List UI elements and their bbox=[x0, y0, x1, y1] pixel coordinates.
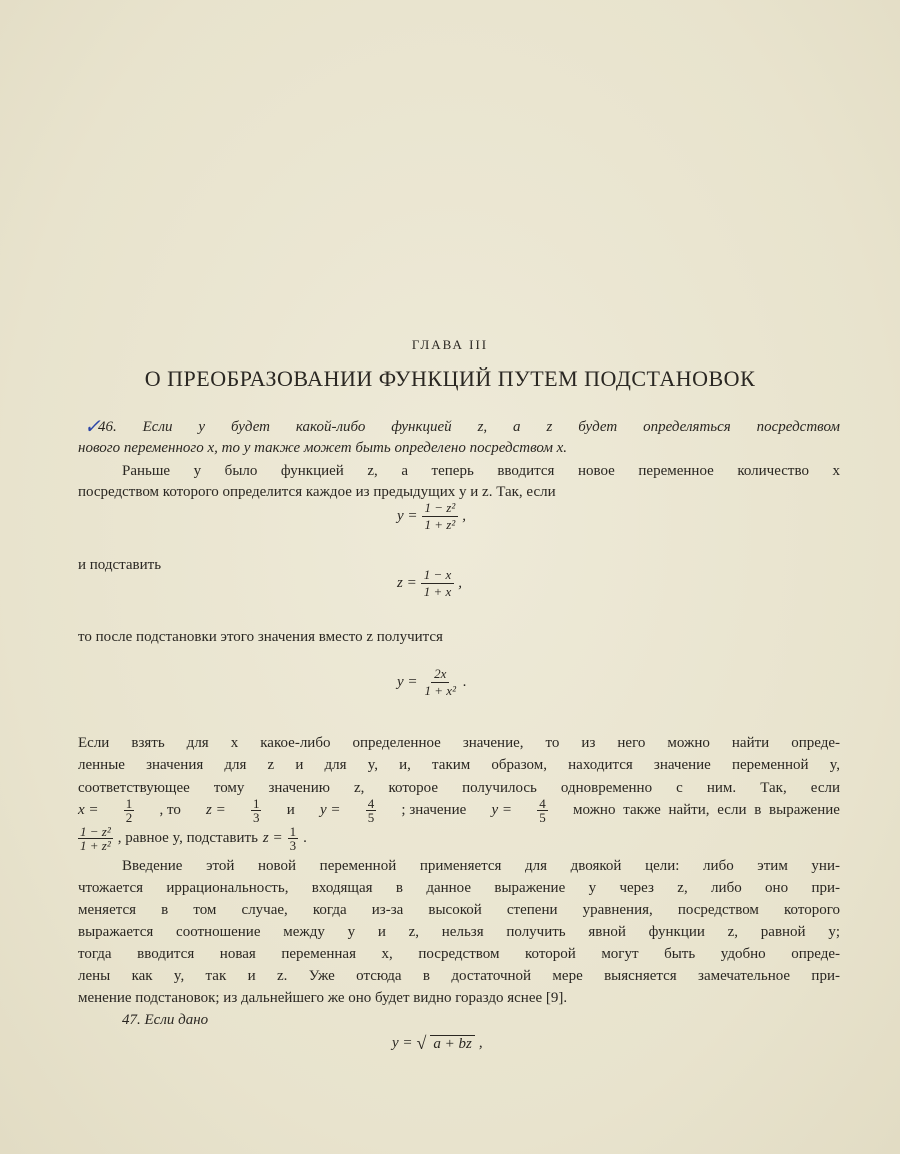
fraction bbox=[422, 500, 459, 533]
math: z = bbox=[206, 802, 226, 818]
eq-punct: , bbox=[458, 575, 463, 591]
radicand: a + bz bbox=[430, 1035, 474, 1053]
fraction bbox=[366, 797, 377, 824]
denominator: 1 + z² bbox=[80, 838, 111, 853]
fraction bbox=[421, 567, 455, 600]
text: . bbox=[303, 830, 307, 846]
numerator: 1 bbox=[252, 796, 260, 811]
handwritten-checkmark: ✓ bbox=[84, 416, 101, 438]
numerator: 1 − x bbox=[421, 567, 455, 584]
denominator: 1 + x² bbox=[424, 683, 456, 698]
paragraph-line: менение подстановок; из дальнейшего же оно будет видно гораздо яснее [9]. bbox=[78, 990, 568, 1006]
fraction bbox=[251, 797, 262, 824]
numerator: 1 bbox=[289, 824, 297, 839]
math: z = bbox=[262, 830, 283, 846]
denominator: 5 bbox=[367, 810, 375, 825]
eq-lhs: y = bbox=[397, 674, 418, 690]
numerator: 1 − z² bbox=[80, 824, 111, 839]
equation-3 bbox=[397, 666, 467, 699]
paragraph-line: выражается соотношение между y и z, нельзя получить явной функции z, равной y; bbox=[78, 924, 840, 940]
denominator: 3 bbox=[289, 838, 297, 853]
fraction bbox=[78, 825, 113, 852]
chapter-title: О ПРЕОБРАЗОВАНИИ ФУНКЦИЙ ПУТЕМ ПОДСТАНОВОК bbox=[144, 366, 756, 391]
text: ; значение bbox=[401, 802, 467, 818]
paragraph-line: чтожается иррациональность, входящая в данное выражение y через z, либо оно при- bbox=[78, 880, 840, 896]
paragraph-line: то после подстановки этого значения вместо z получится bbox=[78, 629, 443, 645]
numerator: 4 bbox=[539, 796, 546, 811]
denominator: 1 + z² bbox=[424, 517, 456, 532]
paragraph-line: тогда вводится новая переменная x, посредством которой могут быть удобно опреде- bbox=[78, 946, 840, 962]
section-47-heading: 47. Если дано bbox=[122, 1012, 209, 1028]
paragraph-line: Если взять для x какое-либо определенное значение, то из него можно найти опреде- bbox=[78, 735, 840, 751]
denominator: 2 bbox=[125, 810, 133, 825]
equation-1 bbox=[397, 500, 466, 533]
paragraph-fraction-line bbox=[78, 825, 840, 852]
denominator: 1 + x bbox=[423, 584, 452, 599]
eq-lhs: y = bbox=[392, 1035, 413, 1051]
eq-punct: . bbox=[462, 674, 467, 690]
denominator: 3 bbox=[252, 810, 260, 825]
text: и bbox=[286, 802, 295, 818]
section-46-line: 46. Если y будет какой-либо функцией z, а z будет определяться посредством bbox=[98, 419, 840, 435]
paragraph-line: и подставить bbox=[78, 557, 162, 573]
paragraph-line: Раньше y было функцией z, а теперь вводится новое переменное количество x bbox=[122, 463, 840, 479]
eq-punct: , bbox=[462, 508, 467, 524]
fraction bbox=[124, 797, 135, 824]
text: можно также найти, если в выражение bbox=[572, 802, 840, 818]
denominator: 5 bbox=[539, 810, 546, 825]
eq-punct: , bbox=[478, 1035, 483, 1051]
paragraph-line: меняется в том случае, когда из-за высокой степени уравнения, посредством которого bbox=[78, 902, 840, 918]
paragraph-line: соответствующее тому значению z, которое получилось одновременно с ним. Так, если bbox=[78, 780, 840, 796]
equation-2 bbox=[397, 567, 462, 600]
paragraph-line: посредством которого определится каждое из предыдущих y и z. Так, если bbox=[78, 484, 556, 500]
paragraph-fraction-line bbox=[78, 797, 840, 824]
radical-sign: √ bbox=[416, 1033, 427, 1053]
math: y = bbox=[319, 802, 341, 818]
eq-lhs: y = bbox=[397, 508, 418, 524]
eq-lhs: z = bbox=[397, 575, 417, 591]
chapter-label: ГЛАВА III bbox=[411, 337, 489, 352]
section-46-line: нового переменного x, то y также может быть определено посредством x. bbox=[78, 440, 568, 456]
paragraph-line: лены как y, так и z. Уже отсюда в достаточной мере выясняется замечательное при- bbox=[78, 968, 840, 984]
text: , то bbox=[159, 802, 181, 818]
numerator: 1 − z² bbox=[422, 500, 459, 517]
paragraph-line: ленные значения для z и для y, и, таким образом, находится значение переменной y, bbox=[78, 757, 840, 773]
math: y = bbox=[491, 802, 513, 818]
math: x = bbox=[78, 802, 99, 818]
text: , равное y, подставить bbox=[117, 830, 258, 846]
numerator: 1 bbox=[125, 796, 133, 811]
fraction bbox=[537, 797, 548, 824]
paragraph-line: Введение этой новой переменной применяется для двоякой цели: либо этим уни- bbox=[122, 858, 840, 874]
numerator: 4 bbox=[367, 796, 375, 811]
numerator: 2x bbox=[431, 666, 449, 683]
fraction bbox=[422, 666, 459, 699]
fraction bbox=[288, 825, 299, 852]
equation-4 bbox=[392, 1033, 483, 1054]
